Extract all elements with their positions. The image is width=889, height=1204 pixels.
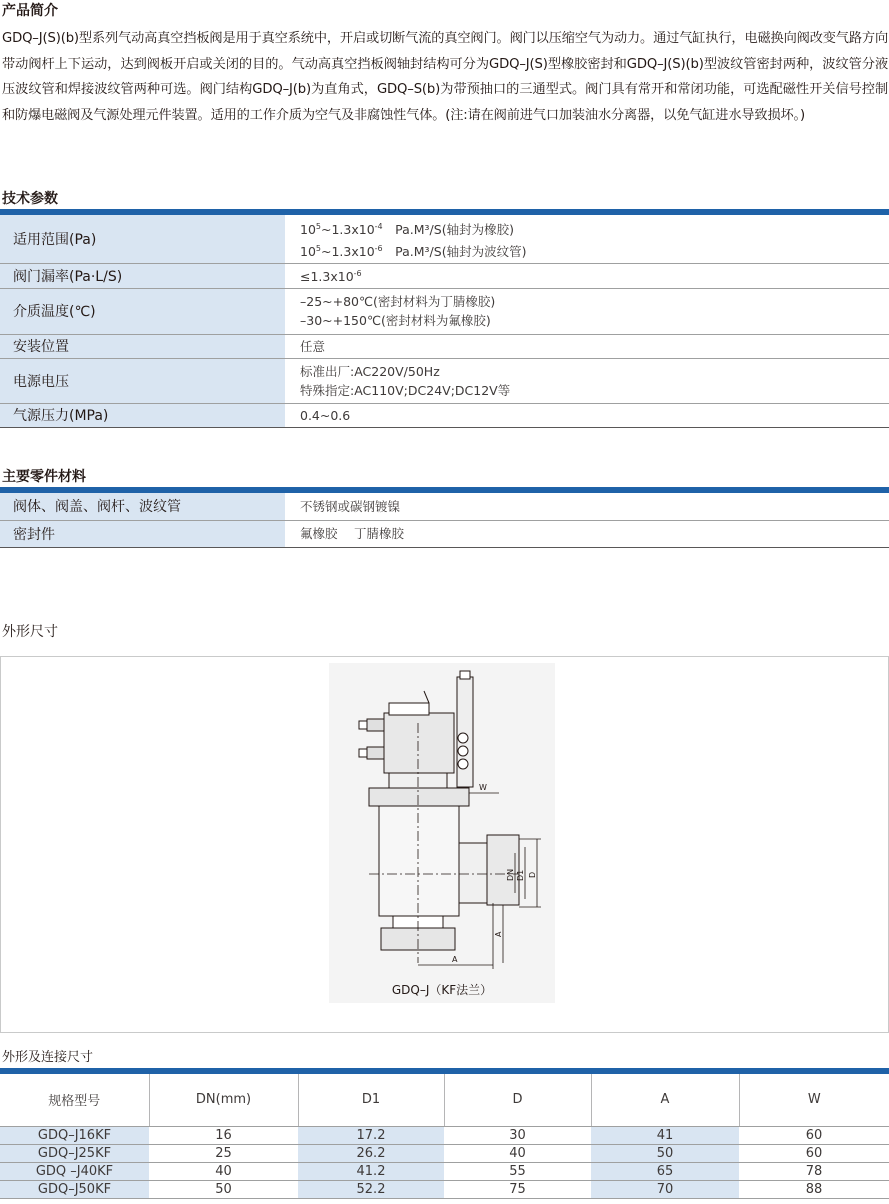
tech-value: $\le 1.3x10^{-6}$ [285, 263, 889, 288]
tech-row [0, 358, 889, 403]
table-row: GDQ–J16KF 16 17.2 30 41 60 [0, 1126, 889, 1144]
table-row: GDQ –J40KF 40 41.2 55 65 78 [0, 1162, 889, 1180]
tech-table [0, 215, 889, 428]
col-header-dn: DN(mm) [149, 1074, 298, 1126]
materials-value: 不锈钢或碳钢镀镍 [285, 493, 889, 520]
col-header-model: 规格型号 [0, 1074, 149, 1126]
table-row: GDQ–J50KF 50 52.2 75 70 88 [0, 1180, 889, 1198]
intro-title: 产品简介 [2, 3, 58, 19]
col-header-w: W [739, 1074, 889, 1126]
tech-row [0, 403, 889, 427]
label-d1: D1 [516, 869, 525, 881]
tech-key: 介质温度(℃) [0, 288, 285, 334]
dimensions-header-row [0, 1074, 889, 1126]
tech-key: 电源电压 [0, 358, 285, 403]
col-header-a: A [591, 1074, 739, 1126]
intro-text [2, 26, 888, 128]
tech-row [0, 288, 889, 334]
tech-value: –25~+80℃(密封材料为丁腈橡胶) –30~+150℃(密封材料为氟橡胶) [285, 288, 889, 334]
label-dn: DN [506, 868, 515, 881]
tech-row [0, 263, 889, 288]
materials-value: 氟橡胶 丁腈橡胶 [285, 520, 889, 547]
dimensions-table [0, 1074, 889, 1199]
materials-row [0, 520, 889, 547]
materials-row [0, 493, 889, 520]
materials-title: 主要零件材料 [2, 469, 86, 485]
tech-row [0, 215, 889, 263]
materials-key: 阀体、阀盖、阀杆、波纹管 [0, 493, 285, 520]
tech-key: 适用范围(Pa) [0, 215, 285, 263]
drawing-caption: GDQ–J（KF法兰） [391, 983, 493, 997]
tech-title: 技术参数 [2, 191, 58, 207]
dimensions-title: 外形及连接尺寸 [2, 1050, 94, 1065]
tech-key: 安装位置 [0, 334, 285, 358]
tech-key: 阀门漏率(Pa·L/S) [0, 263, 285, 288]
materials-table [0, 493, 889, 548]
tech-row [0, 334, 889, 358]
valve-drawing [329, 663, 555, 1003]
label-a-horizontal: A [452, 955, 458, 964]
table-row: GDQ–J25KF 25 26.2 40 50 60 [0, 1144, 889, 1162]
tech-value: $10^5\sim 1.3x10^{-4}$ Pa.M³/S(轴封为橡胶) $10^5\sim 1.3x10^{-6}$ Pa.M³/S(轴封为波纹管) [285, 215, 889, 263]
col-header-d1: D1 [298, 1074, 444, 1126]
intro-paragraph: GDQ–J(S)(b)型系列气动高真空挡板阀是用于真空系统中，开启或切断气流的真空阀门。阀门以压缩空气为动力。通过气缸执行，电磁换向阀改变气路方向带动阀杆上下运动，达到阀板开启或关闭的目的。气动高真空挡板阀轴封结构可分为GDQ–J(S)型橡胶密封和GDQ–J(S)(b)型波纹管密封两种，波纹管分液压波纹管和焊接波纹管两种可选。阀门结构GDQ–J(b)为直角式，GDQ–S(b)为带预抽口的三通型式。阀门具有常开和常闭功能，可选配磁性开关信号控制和防爆电磁阀及气源处理元件装置。适用的工作介质为空气及非腐蚀性气体。(注:请在阀前进气口加装油水分离器，以免气缸进水导致损坏。) [2, 31, 888, 123]
col-header-d: D [444, 1074, 591, 1126]
outline-title: 外形尺寸 [2, 624, 58, 640]
label-d: D [528, 871, 537, 878]
tech-value: 0.4~0.6 [285, 403, 889, 427]
tech-key: 气源压力(MPa) [0, 403, 285, 427]
tech-value: 任意 [285, 334, 889, 358]
label-w: W [479, 783, 487, 792]
tech-value: 标准出厂:AC220V/50Hz 特殊指定:AC110V;DC24V;DC12V等 [285, 358, 889, 403]
label-a-vertical: A [494, 931, 503, 937]
materials-key: 密封件 [0, 520, 285, 547]
